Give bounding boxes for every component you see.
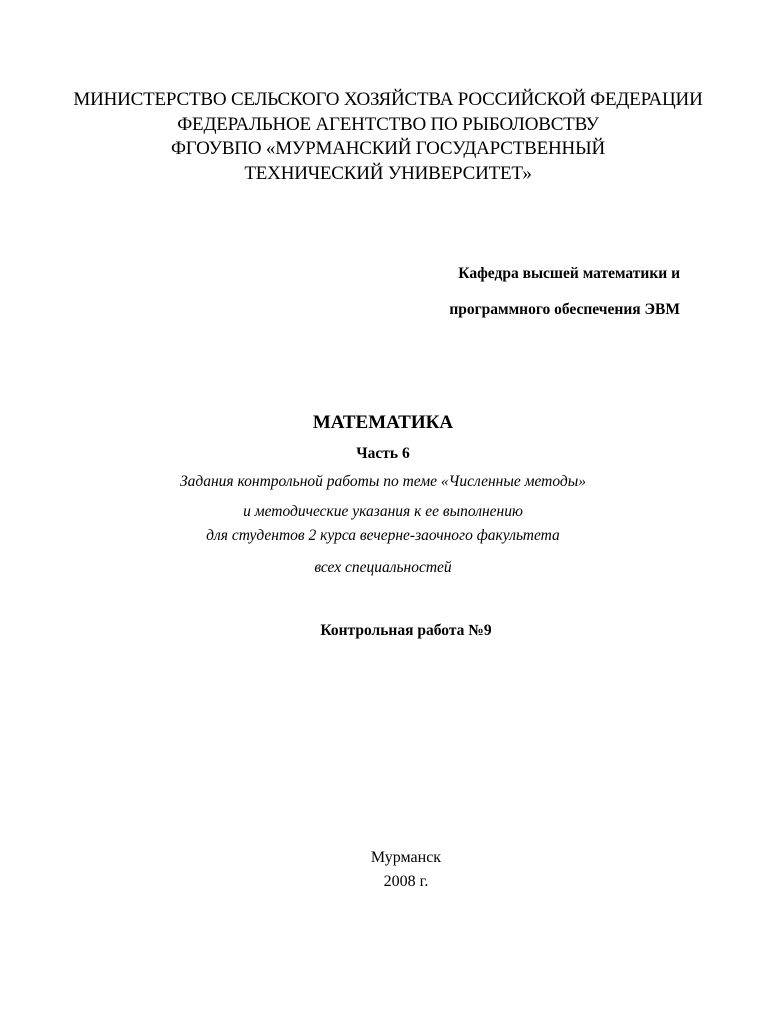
department-line-2: программного обеспечения ЭВМ	[449, 301, 680, 318]
main-title: МАТЕМАТИКА	[312, 412, 454, 433]
header-line-institution: ФГОУВПО «МУРМАНСКИЙ ГОСУДАРСТВЕННЫЙ	[171, 138, 605, 159]
title-block	[0, 410, 766, 580]
header-line-ministry: МИНИСТЕРСТВО СЕЛЬСКОГО ХОЗЯЙСТВА РОССИЙСКОЙ ФЕДЕРАЦИИ	[73, 89, 703, 110]
description-line-4: всех специальностей	[314, 559, 452, 576]
department-line-1: Кафедра высшей математики и	[458, 265, 680, 282]
header-line-agency: ФЕДЕРАЛЬНОЕ АГЕНТСТВО ПО РЫБОЛОВСТВУ	[177, 113, 599, 135]
description-line-2: и методические указания к ее выполнению	[243, 503, 523, 520]
description-line-3: для студентов 2 курса вечерне-заочного факультета	[206, 527, 560, 544]
ministry-header	[0, 88, 768, 186]
footer-city: Мурманск	[370, 849, 442, 866]
footer-block	[0, 846, 768, 894]
department-block	[449, 264, 680, 320]
part-title: Часть 6	[356, 445, 410, 462]
description-line-1: Задания контрольной работы по теме «Численные методы»	[179, 473, 587, 490]
header-line-university: ТЕХНИЧЕСКИЙ УНИВЕРСИТЕТ»	[244, 162, 532, 184]
description-block	[0, 470, 766, 580]
work-title: Контрольная работа №9	[320, 622, 492, 639]
footer-year: 2008 г.	[383, 873, 429, 890]
